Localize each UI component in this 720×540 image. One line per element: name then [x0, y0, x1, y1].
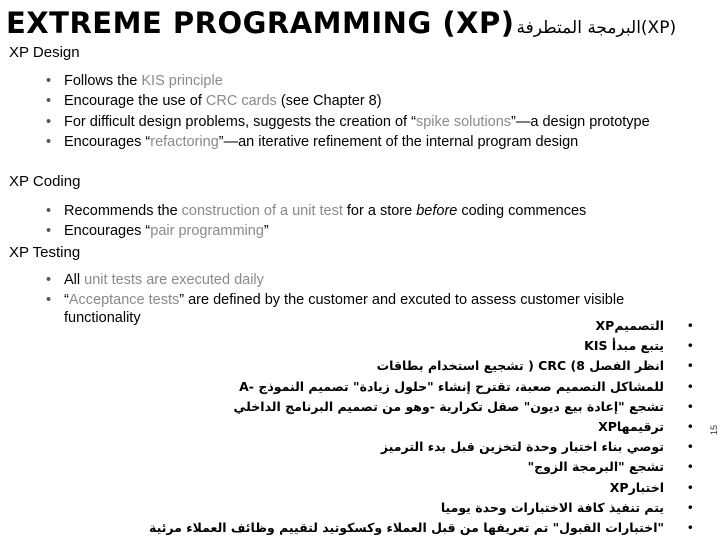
- list-item: • ترقيمهاXP: [174, 417, 694, 437]
- list-item: • تشجع "إعادة بيع ديون" صقل تكرارية -وهو من تصميم البرنامج الداخلي: [174, 397, 694, 417]
- list-item: • Recommends the construction of a unit test for a store before coding commences: [44, 202, 654, 220]
- list-item: • Encourages “refactoring”—an iterative refinement of the internal program design: [44, 133, 654, 151]
- list-item: • التصميمXP: [174, 316, 694, 336]
- section-heading-testing: XP Testing: [9, 244, 81, 261]
- list-item: • Encourage the use of CRC cards (see Chapter 8): [44, 92, 654, 110]
- list-item: • All unit tests are executed daily: [44, 271, 654, 289]
- arabic-bullet-list: [149, 316, 694, 538]
- design-bullet-list: [44, 72, 654, 154]
- list-item: • اختبارXP: [174, 478, 694, 498]
- section-heading-design: XP Design: [9, 44, 80, 61]
- list-item: • انظر الفصل 8) CRC ( تشجيع استخدام بطاقات: [174, 356, 694, 376]
- list-item: • "اختبارات القبول" تم تعريفها من قبل العملاء وكسكوتيد لتقييم وظائف العملاء مرئية: [174, 518, 694, 538]
- list-item: • Encourages “pair programming”: [44, 222, 654, 240]
- page-number: 15: [708, 424, 719, 436]
- list-item: • توصي بناء اختبار وحدة لتخزين قبل بدء الترميز: [174, 437, 694, 457]
- slide-title: [6, 6, 716, 46]
- coding-bullet-list: [44, 202, 654, 243]
- list-item: • يتم تنفيذ كافة الاختبارات وحدة يوميا: [174, 498, 694, 518]
- list-item: • For difficult design problems, suggests the creation of “spike solutions”—a design prototype: [44, 113, 654, 131]
- section-heading-coding: XP Coding: [9, 173, 81, 190]
- list-item: • Follows the KIS principle: [44, 72, 654, 90]
- title-arabic: البرمجة المتطرفة(XP): [516, 18, 677, 38]
- title-english: EXTREME PROGRAMMING (XP): [6, 6, 515, 40]
- list-item: • يتبع مبدأ KIS: [174, 336, 694, 356]
- list-item: • للمشاكل التصميم صعبة، تقترح إنشاء "حلول زيادة" تصميم النموذج -A: [174, 377, 694, 397]
- list-item: • “Acceptance tests” are defined by the customer and excuted to assess customer visible functionality: [44, 291, 654, 327]
- list-item: • تشجع "البرمجة الزوج": [174, 457, 694, 477]
